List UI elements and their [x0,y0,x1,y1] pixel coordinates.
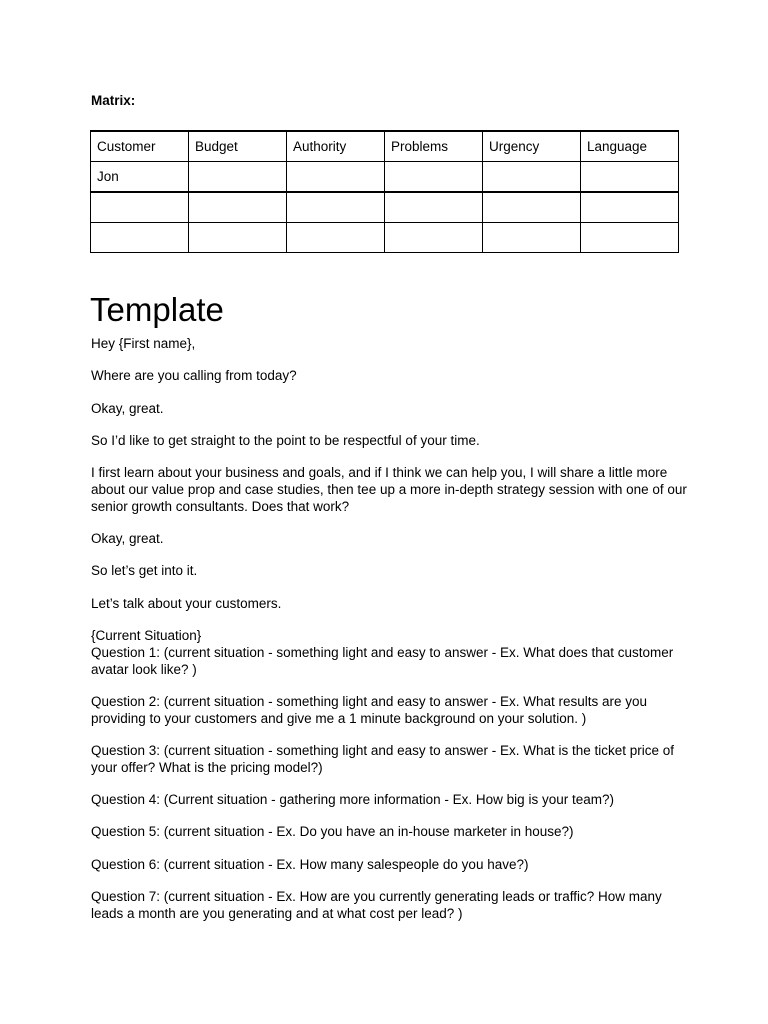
table-cell [483,162,581,193]
table-cell [483,223,581,253]
paragraph-greeting: Hey {First name}, [91,336,196,351]
table-cell [483,192,581,223]
header-cell-authority: Authority [287,131,385,162]
paragraph: I first learn about your business and goals, and if I think we can help you, I will share a little more about our value prop and case studies, then tee up a more in-depth strategy session with one of our senior growth consultants. Does that work? [91,465,687,514]
table-cell [581,223,679,253]
paragraph: Let’s talk about your customers. [91,595,282,611]
table-cell [385,192,483,223]
paragraph: Okay, great. [91,531,164,547]
table-cell [581,192,679,223]
table-cell [189,162,287,193]
paragraph-question-4: Question 4: (Current situation - gathering more information - Ex. How big is your team?) [91,792,614,808]
table-cell [189,192,287,223]
paragraph: Where are you calling from today? [91,368,297,384]
table-cell [189,223,287,253]
paragraph-question-3: Question 3: (current situation - something light and easy to answer - Ex. What is the ticket price of your offer? What is the pricing model?) [91,742,675,775]
table-cell [385,223,483,253]
table-cell [91,223,189,253]
paragraph: So let’s get into it. [91,563,198,579]
table-cell [385,162,483,193]
table-cell [287,192,385,223]
header-cell-problems: Problems [385,131,483,162]
paragraph-question-5: Question 5: (current situation - Ex. Do you have an in-house marketer in house?) [91,824,574,840]
table-cell: Jon [91,162,189,193]
paragraph-question-7: Question 7: (current situation - Ex. How are you currently generating leads or traffic? How many leads a month are you generating and at what cost per lead? ) [91,888,662,921]
header-cell-language: Language [581,131,679,162]
paragraph-question-2: Question 2: (current situation - something light and easy to answer - Ex. What results are you providing to your customers and give me a 1 minute background on your solution. ) [91,693,648,726]
paragraph: So I’d like to get straight to the point to be respectful of your time. [91,432,480,448]
table-cell [91,192,189,223]
template-heading: Template [90,291,224,328]
matrix-label: Matrix: [91,93,136,108]
matrix-table [90,130,679,253]
header-cell-customer: Customer [91,131,189,162]
paragraph-question-1: {Current Situation} Question 1: (current situation - something light and easy to answer - Ex. What does that customer avatar look like? ) [91,627,674,677]
paragraph: Okay, great. [91,400,164,416]
table-cell [287,162,385,193]
table-row [91,223,679,253]
table-cell [287,223,385,253]
table-row [91,192,679,223]
table-header-row [91,131,679,162]
header-cell-urgency: Urgency [483,131,581,162]
header-cell-budget: Budget [189,131,287,162]
paragraph-question-6: Question 6: (current situation - Ex. How many salespeople do you have?) [91,856,529,872]
template-body [91,336,691,938]
table-cell [581,162,679,193]
table-row [91,162,679,193]
